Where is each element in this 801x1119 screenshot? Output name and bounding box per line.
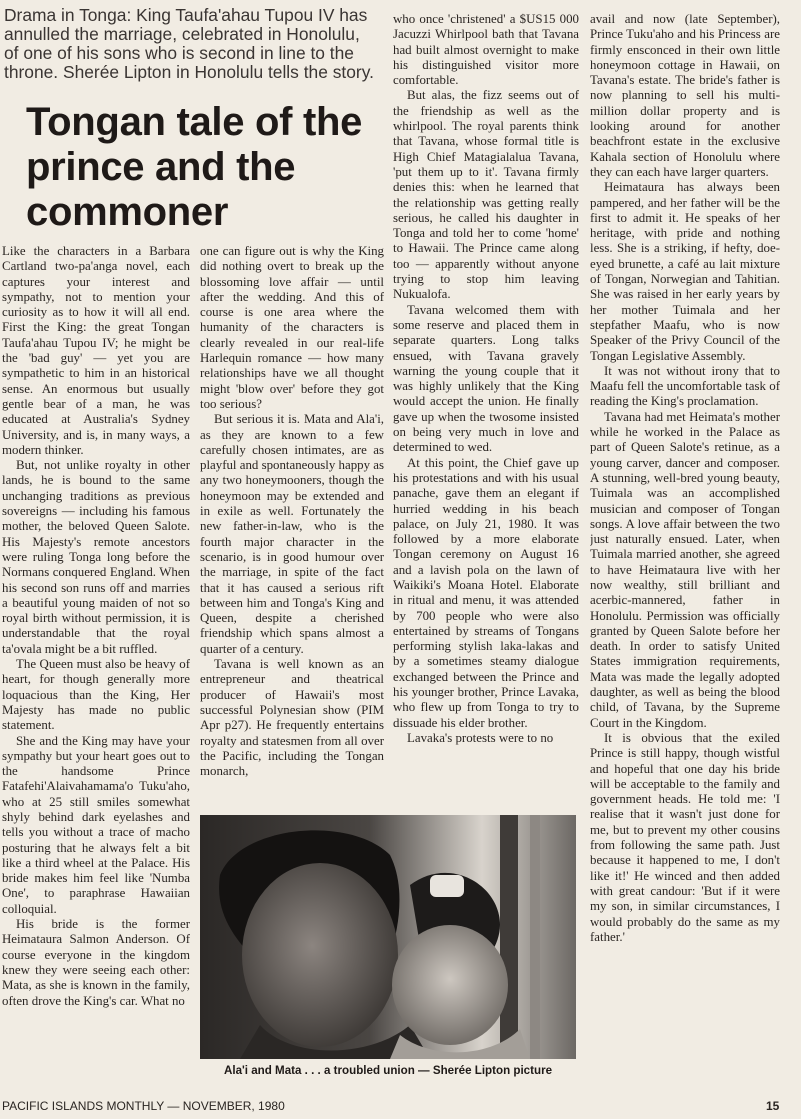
article-column-4 <box>590 12 780 1082</box>
paragraph: It was not without irony that to Maafu fell the uncomfortable task of reading the King's proclamation. <box>590 363 780 409</box>
paragraph: She and the King may have your sympathy but your heart goes out to the handsome Prince Fatafehi'Alaivahamama'o Tuku'aho, who at 25 still smiles somewhat shyly behind dark eyelashes and tells you without a trace of macho posturing that he always felt a bit like a third wheel at the Palace. His bride makes him feel like 'Numba One', to paraphrase Hawaiian colloquial. <box>2 733 190 916</box>
paragraph: one can figure out is why the King did nothing overt to break up the blossoming love affair — until after the wedding. And this of course is one area where the humanity of the characters is clearly revealed in our real-life Harlequin romance — how many relationships have we all thought might 'blow over' before they got too serious? <box>200 244 384 411</box>
paragraph: But alas, the fizz seems out of the friendship as well as the whirlpool. The royal parents think that Tavana, whose formal title is High Chief Matagialalua Tavana, 'put them up to it'. Tavana firmly denies this: when he learned that the relationship was getting really serious, he called his daughter in Tonga and told her to come 'home' to Hawaii. The Prince came along too — apparently without anyone trying to stop him leaving Nukualofa. <box>393 88 579 302</box>
photo-caption: Ala'i and Mata . . . a troubled union — Sherée Lipton picture <box>223 1064 553 1077</box>
paragraph: The Queen must also be heavy of heart, for though generally more loquacious than the King, Her Majesty has made no public statement. <box>2 657 190 733</box>
paragraph: Tavana is well known as an entrepreneur and theatrical producer of Hawaii's most successful Polynesian show (PIM Apr p27). He frequently entertains royalty and statesmen from all over the Pacific, including the Tongan monarch, <box>200 657 384 779</box>
standfirst: Drama in Tonga: King Taufa'ahau Tupou IV has annulled the marriage, celebrated in Honolulu, of one of his sons who is second in line to the throne. Sherée Lipton in Honolulu tells the story. <box>4 5 374 82</box>
paragraph: Lavaka's protests were to no <box>407 730 554 745</box>
paragraph: Heimataura has always been pampered, and her father will be the first to admit it. He speaks of her heritage, with pride and nothing less. She is a striking, if hefty, doe-eyed brunette, a café au lait mixture of Tongan, Norwegian and Tahitian. She was raised in her early years by her mother Tuimala and her stepfather Maafu, who is now Speaker of the Privy Council of the Tongan Legislative Assembly. <box>590 180 780 363</box>
paragraph: Tavana welcomed them with some reserve and placed them in separate quarters. Long talks ensued, with Tavana gravely warning the young couple that it was highly unlikely that the King would accept the union. He finally gave up when the twosome insisted on being very much in love and determined to wed. <box>393 302 579 455</box>
couple-photo-image <box>200 815 576 1059</box>
article-column-1 <box>2 244 190 1079</box>
paragraph: But serious it is. Mata and Ala'i, as they are known to a few carefully chosen intimates, are as playful and spontaneously happy as any two honeymooners, though the honeymoon may be extended and in exile as well. Fortunately the new father-in-law, who is the fourth major character in the scenario, is in good humour over the marriage, in spite of the fact that it has caused a serious rift between him and Tonga's King and Queen, despite a cherished friendship which spans almost a quarter of a century. <box>200 412 384 656</box>
paragraph: It is obvious that the exiled Prince is still happy, though wistful and hopeful that one day his bride will be acceptable to the family and government heads. He told me: 'I realise that it wasn't just done for me, but to prevent my other cousins from following the same path. Just because it happened to me, I don't like it!' He winced and then added with great candour: 'But if it were my son, in similar circumstances, I would probably do the same as my father.' <box>590 730 780 944</box>
publication-footer: PACIFIC ISLANDS MONTHLY — NOVEMBER, 1980 <box>2 1099 285 1113</box>
article-column-2 <box>200 244 384 804</box>
paragraph: At this point, the Chief gave up his protestations and with his usual panache, gave them an elegant if hurried wedding in his beach palace, on July 21, 1980. It was followed by a more elaborate Tongan ceremony on August 16 and a lavish pola on the lawn of Waikiki's Moana Hotel. Elaborate in ritual and menu, it was attended by 700 people who were also entertained by streams of Tongans performing stylish laka-lakas and by a sometimes steamy dialogue exchanged between the Prince and his younger brother, Prince Lavaka, who flew up from Tonga to try to dissuade his elder brother. <box>393 455 579 730</box>
paragraph: His bride is the former Heimataura Salmon Anderson. Of course everyone in the kingdom knew they were seeing each other: Mata, as she is known in the family, often drove the King's car. What no <box>2 917 190 1008</box>
paragraph: Like the characters in a Barbara Cartland two-pa'anga novel, each captures your interest and sympathy, not to mention your curiosity as to how it will all end. First the King: the great Tongan Taufa'ahau Tupou IV; he might be the 'bad guy' — yet you are sympathetic to him in an historical sense. An enormous but usually gentle bear of a man, he was educated at Australia's Sydney University, and is, in many ways, a modern thinker. <box>2 244 190 457</box>
paragraph: avail and now (late September), Prince Tuku'aho and his Princess are firmly ensconced in their own little honeymoon cottage in Hawaii, on Tavana's estate. The bride's father is now planning to sell his multi-million dollar property and is looking around for another beachfront estate in the exclusive Kahala section of Honolulu where they can each have larger quarters. <box>590 12 780 179</box>
headline: Tongan tale of the prince and the commoner <box>26 100 363 234</box>
paragraph: who once 'christened' a $US15 000 Jacuzzi Whirlpool bath that Tavana had built almost overnight to make his distinguished visitor more comfortable. <box>393 12 579 88</box>
paragraph: But, not unlike royalty in other lands, he is bound to the same unchanging traditions as previous sovereigns — including his famous mother, the beloved Queen Salote. His Majesty's remote ancestors were ruling Tonga long before the Normans conquered England. When his second son runs off and marries a beautiful young maiden of not so royal birth without permission, it is understandable that the royal ta'ovala might be a bit ruffled. <box>2 458 190 656</box>
page-number: 15 <box>766 1099 780 1113</box>
paragraph: Tavana had met Heimata's mother while he worked in the Palace as part of Queen Salote's retinue, as a young carver, dancer and composer. A stunning, well-bred young beauty, Tuimala was an accomplished musician and composer of Tongan songs. A love affair between the two just naturally ensued. Later, when Tuimala married another, she agreed to have Heimataura live with her now wealthy, still brilliant and acerbic-mannered, father in Honolulu. Permission was officially granted by Queen Salote before her death. In order to satisfy United States immigration requirements, Mata was made the legally adopted daughter, as well as being the blood child, of Tavana, by the Supreme Court in the Kingdom. <box>590 409 780 730</box>
article-column-3 <box>393 12 579 812</box>
couple-photo <box>200 815 576 1059</box>
